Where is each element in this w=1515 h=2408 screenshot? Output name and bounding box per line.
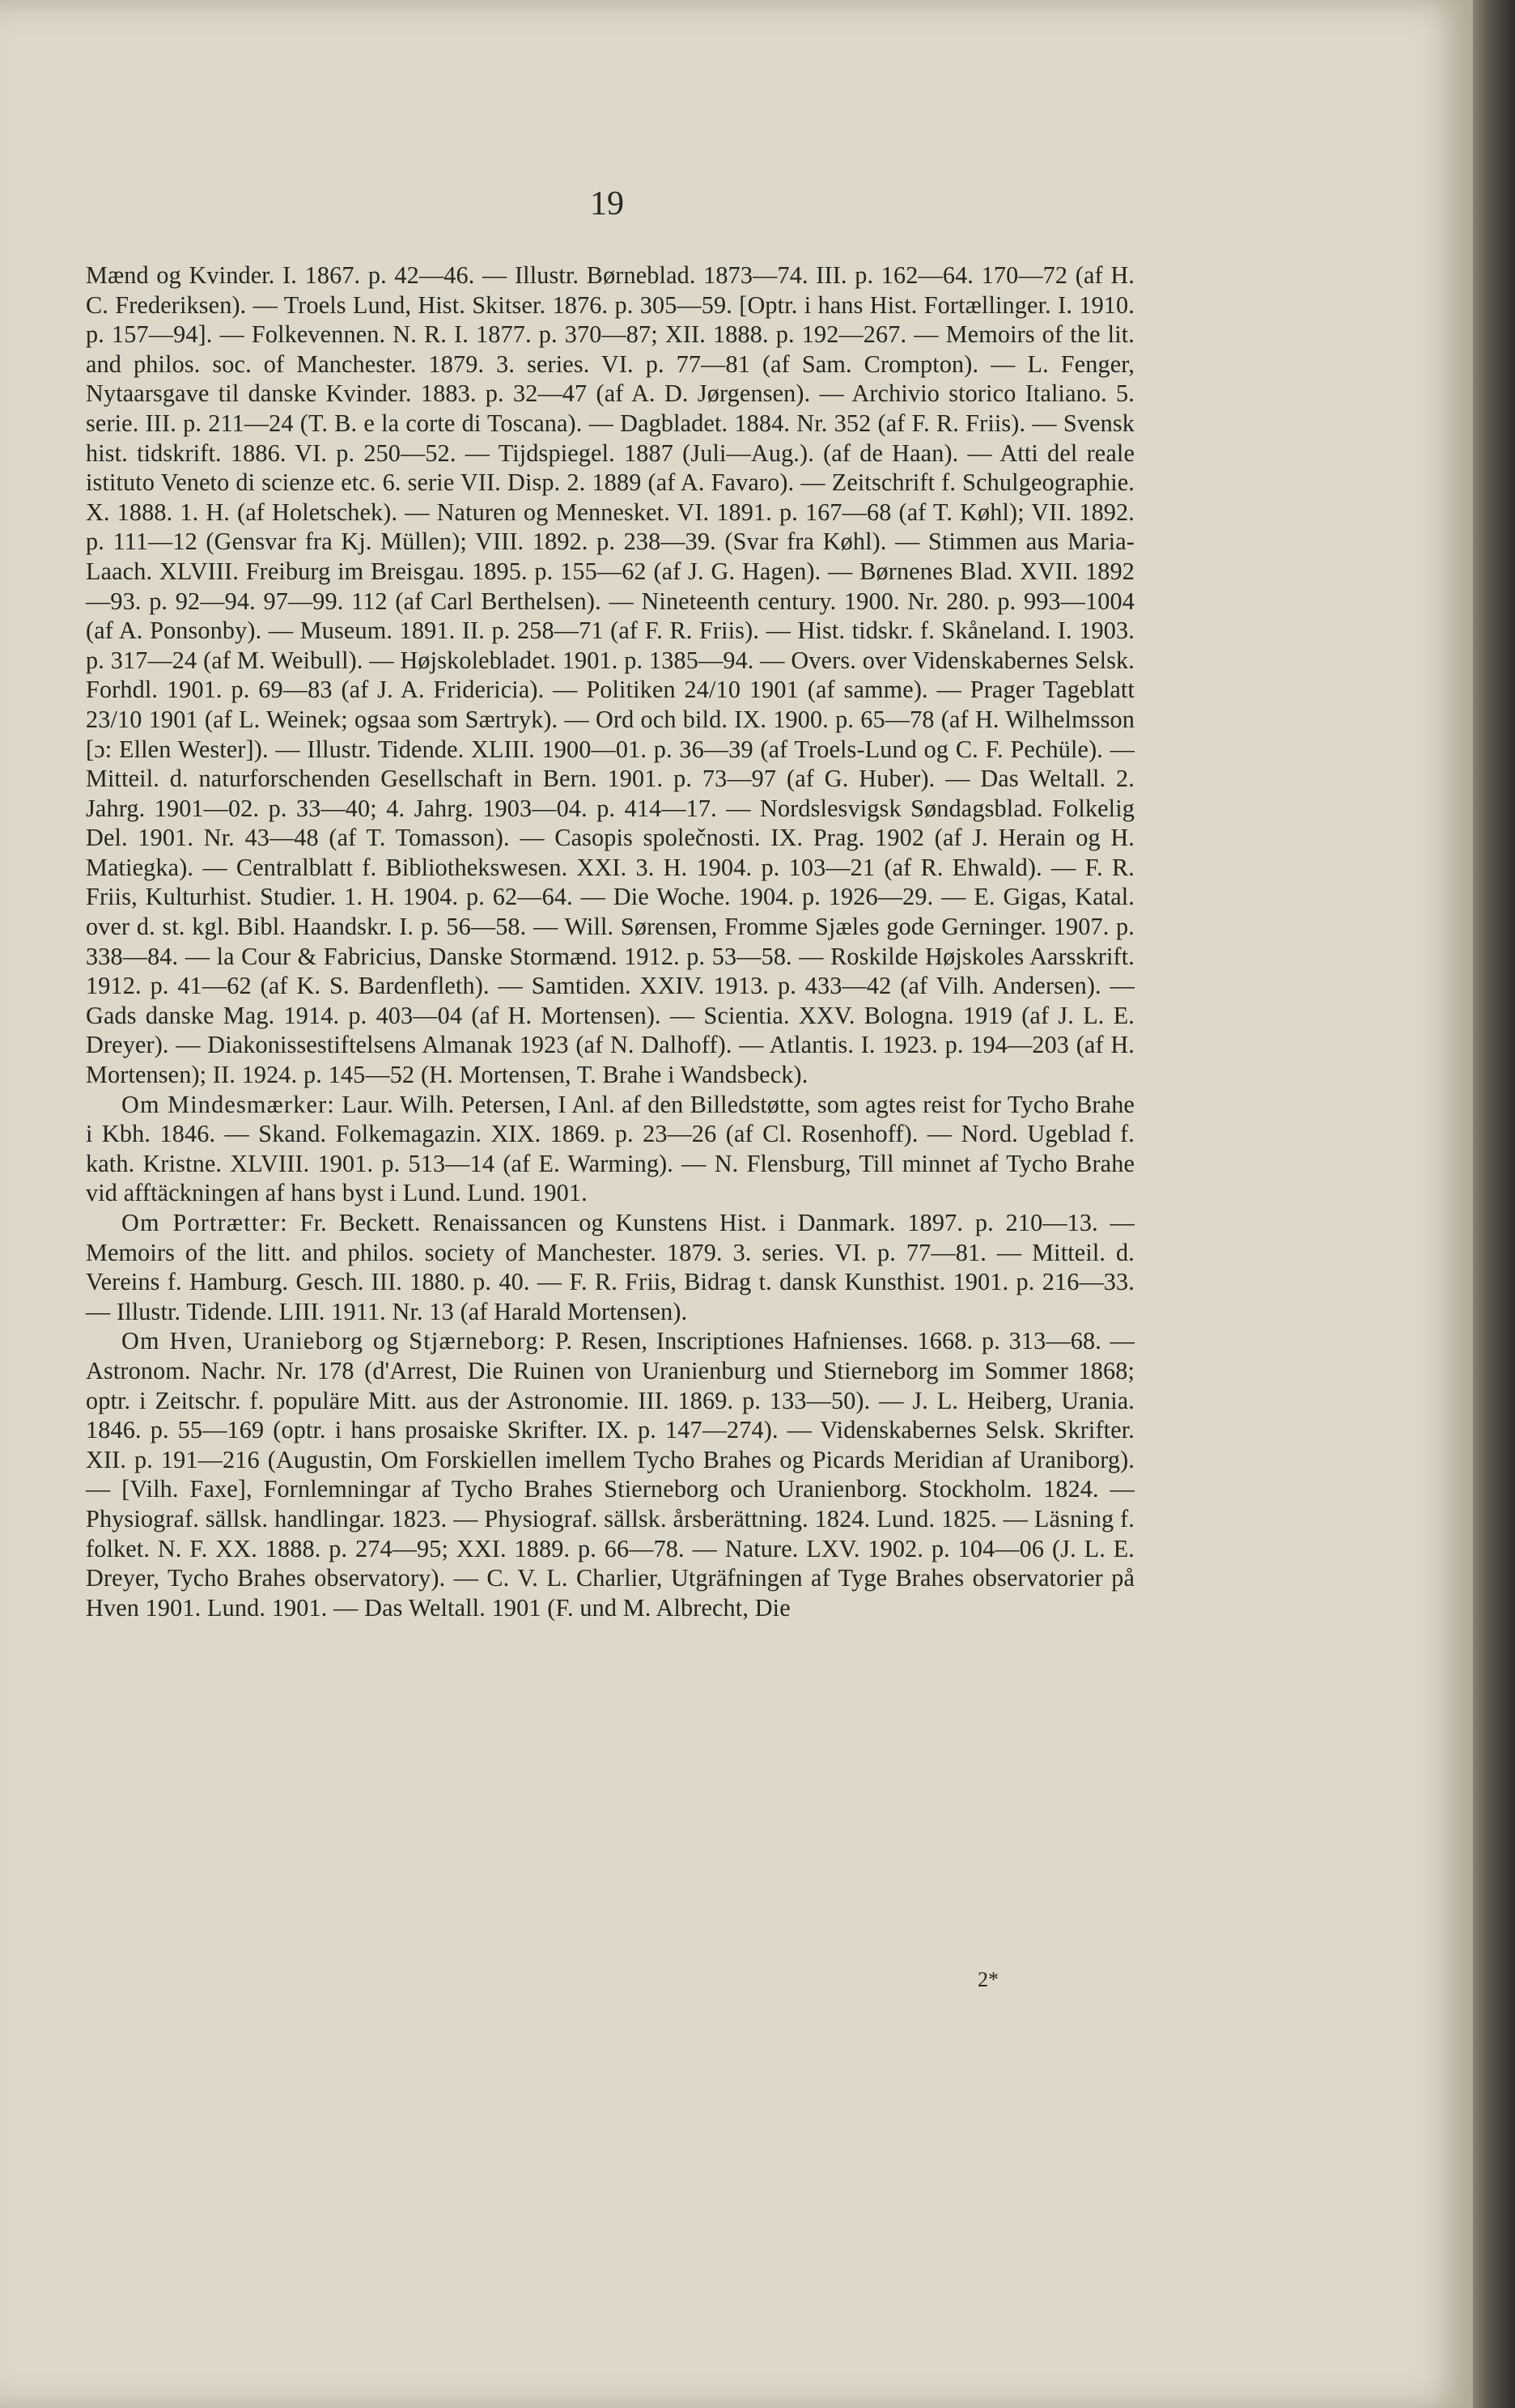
- paragraph-continuation: [86, 261, 1135, 1090]
- paragraph-portraetter: [86, 1208, 1135, 1326]
- page-edge-shadow: [1473, 0, 1515, 2408]
- bibliography-text: [86, 261, 1135, 1622]
- paragraph-text: Mænd og Kvinder. I. 1867. p. 42—46. — Illustr. Børneblad. 1873—74. III. p. 162—64. 170—72 (af H. C. Frederiksen). — Troels Lund, Hist. Skitser. 1876. p. 305—59. [Optr. i hans Hist. Fortællinger. I. 1910. p. 157—94]. — Folkevennen. N. R. I. 1877. p. 370—87; XII. 1888. p. 192—267. — Memoirs of the lit. and philos. soc. of Manchester. 1879. 3. series. VI. p. 77—81 (af Sam. Crompton). — L. Fenger, Nytaarsgave til danske Kvinder. 1883. p. 32—47 (af A. D. Jørgensen). — Archivio storico Italiano. 5. serie. III. p. 211—24 (T. B. e la corte di Toscana). — Dagbladet. 1884. Nr. 352 (af F. R. Friis). — Svensk hist. tidskrift. 1886. VI. p. 250—52. — Tijdspiegel. 1887 (Juli—Aug.). (af de Haan). — Atti del reale istituto Veneto di scienze etc. 6. serie VII. Disp. 2. 1889 (af A. Favaro). — Zeitschrift f. Schulgeographie. X. 1888. 1. H. (af Holetschek). — Naturen og Mennesket. VI. 1891. p. 167—68 (af T. Køhl); VII. 1892. p. 111—12 (Gensvar fra Kj. Müllen); VIII. 1892. p. 238—39. (Svar fra Køhl). — Stimmen aus Maria-Laach. XLVIII. Freiburg im Breisgau. 1895. p. 155—62 (af J. G. Hagen). — Børnenes Blad. XVII. 1892—93. p. 92—94. 97—99. 112 (af Carl Berthelsen). — Nineteenth century. 1900. Nr. 280. p. 993—1004 (af A. Ponsonby). — Museum. 1891. II. p. 258—71 (af F. R. Friis). — Hist. tidskr. f. Skåneland. I. 1903. p. 317—24 (af M. Weibull). — Højskolebladet. 1901. p. 1385—94. — Overs. over Videnskabernes Selsk. Forhdl. 1901. p. 69—83 (af J. A. Fridericia). — Politiken 24/10 1901 (af samme). — Prager Tageblatt 23/10 1901 (af L. Weinek; ogsaa som Særtryk). — Ord och bild. IX. 1900. p. 65—78 (af H. Wilhelmsson [ɔ: Ellen Wester]). — Illustr. Tidende. XLIII. 1900—01. p. 36—39 (af Troels-Lund og C. F. Pechüle). — Mitteil. d. naturforschenden Gesellschaft in Bern. 1901. p. 73—97 (af G. Huber). — Das Weltall. 2. Jahrg. 1901—02. p. 33—40; 4. Jahrg. 1903—04. p. 414—17. — Nordslesvigsk Søndagsblad. Folkelig Del. 1901. Nr. 43—48 (af T. Tomasson). — Casopis společnosti. IX. Prag. 1902 (af J. Herain og H. Matiegka). — Centralblatt f. Bibliothekswesen. XXI. 3. H. 1904. p. 103—21 (af R. Ehwald). — F. R. Friis, Kulturhist. Studier. 1. H. 1904. p. 62—64. — Die Woche. 1904. p. 1926—29. — E. Gigas, Katal. over d. st. kgl. Bibl. Haandskr. I. p. 56—58. — Will. Sørensen, Fromme Sjæles gode Gerninger. 1907. p. 338—84. — la Cour & Fabricius, Danske Stormænd. 1912. p. 53—58. — Roskilde Højskoles Aarsskrift. 1912. p. 41—62 (af K. S. Bardenfleth). — Samtiden. XXIV. 1913. p. 433—42 (af Vilh. Andersen). — Gads danske Mag. 1914. p. 403—04 (af H. Mortensen). — Scientia. XXV. Bologna. 1919 (af J. L. E. Dreyer). — Diakonissestiftelsens Almanak 1923 (af N. Dalhoff). — Atlantis. I. 1923. p. 194—203 (af H. Mortensen); II. 1924. p. 145—52 (H. Mortensen, T. Brahe i Wandsbeck).: [86, 261, 1135, 1089]
- paragraph-heading: Om Mindesmærker:: [121, 1090, 335, 1118]
- page-number: 19: [590, 185, 624, 223]
- paragraph-heading: Om Portrætter:: [121, 1209, 288, 1236]
- paragraph-text: Fr. Beckett. Renaissancen og Kunstens Hist. i Danmark. 1897. p. 210—13. — Memoirs of the litt. and philos. society of Manchester. 1879. 3. series. VI. p. 77—81. — Mitteil. d. Vereins f. Hamburg. Gesch. III. 1880. p. 40. — F. R. Friis, Bidrag t. dansk Kunsthist. 1901. p. 216—33. — Illustr. Tidende. LIII. 1911. Nr. 13 (af Harald Mortensen).: [86, 1209, 1135, 1325]
- paragraph-hven: [86, 1326, 1135, 1622]
- paragraph-mindesmaerker: [86, 1090, 1135, 1208]
- paragraph-heading: Om Hven, Uranieborg og Stjærneborg:: [121, 1327, 547, 1355]
- printer-signature-mark: 2*: [978, 1968, 999, 1991]
- paragraph-text: Laur. Wilh. Petersen, I Anl. af den Billedstøtte, som agtes reist for Tycho Brahe i Kbh. 1846. — Skand. Folkemagazin. XIX. 1869. p. 23—26 (af Cl. Rosenhoff). — Nord. Ugeblad f. kath. Kristne. XLVIII. 1901. p. 513—14 (af E. Warming). — N. Flensburg, Till minnet af Tycho Brahe vid afftäckningen af hans byst i Lund. Lund. 1901.: [86, 1090, 1135, 1207]
- paragraph-text: P. Resen, Inscriptiones Hafnienses. 1668. p. 313—68. — Astronom. Nachr. Nr. 178 (d'Arrest, Die Ruinen von Uranienburg und Stierneborg im Sommer 1868; optr. i Zeitschr. f. populäre Mitt. aus der Astronomie. III. 1869. p. 133—50). — J. L. Heiberg, Urania. 1846. p. 55—169 (optr. i hans prosaiske Skrifter. IX. p. 147—274). — Videnskabernes Selsk. Skrifter. XII. p. 191—216 (Augustin, Om Forskiellen imellem Tycho Brahes og Picards Meridian af Uraniborg). — [Vilh. Faxe], Fornlemningar af Tycho Brahes Stierneborg och Uranienborg. Stockholm. 1824. — Physiograf. sällsk. handlingar. 1823. — Physiograf. sällsk. årsberättning. 1824. Lund. 1825. — Läsning f. folket. N. F. XX. 1888. p. 274—95; XXI. 1889. p. 66—78. — Nature. LXV. 1902. p. 104—06 (J. L. E. Dreyer, Tycho Brahes observatory). — C. V. L. Charlier, Utgräfningen af Tyge Brahes observatorier på Hven 1901. Lund. 1901. — Das Weltall. 1901 (F. und M. Albrecht, Die: [86, 1327, 1135, 1622]
